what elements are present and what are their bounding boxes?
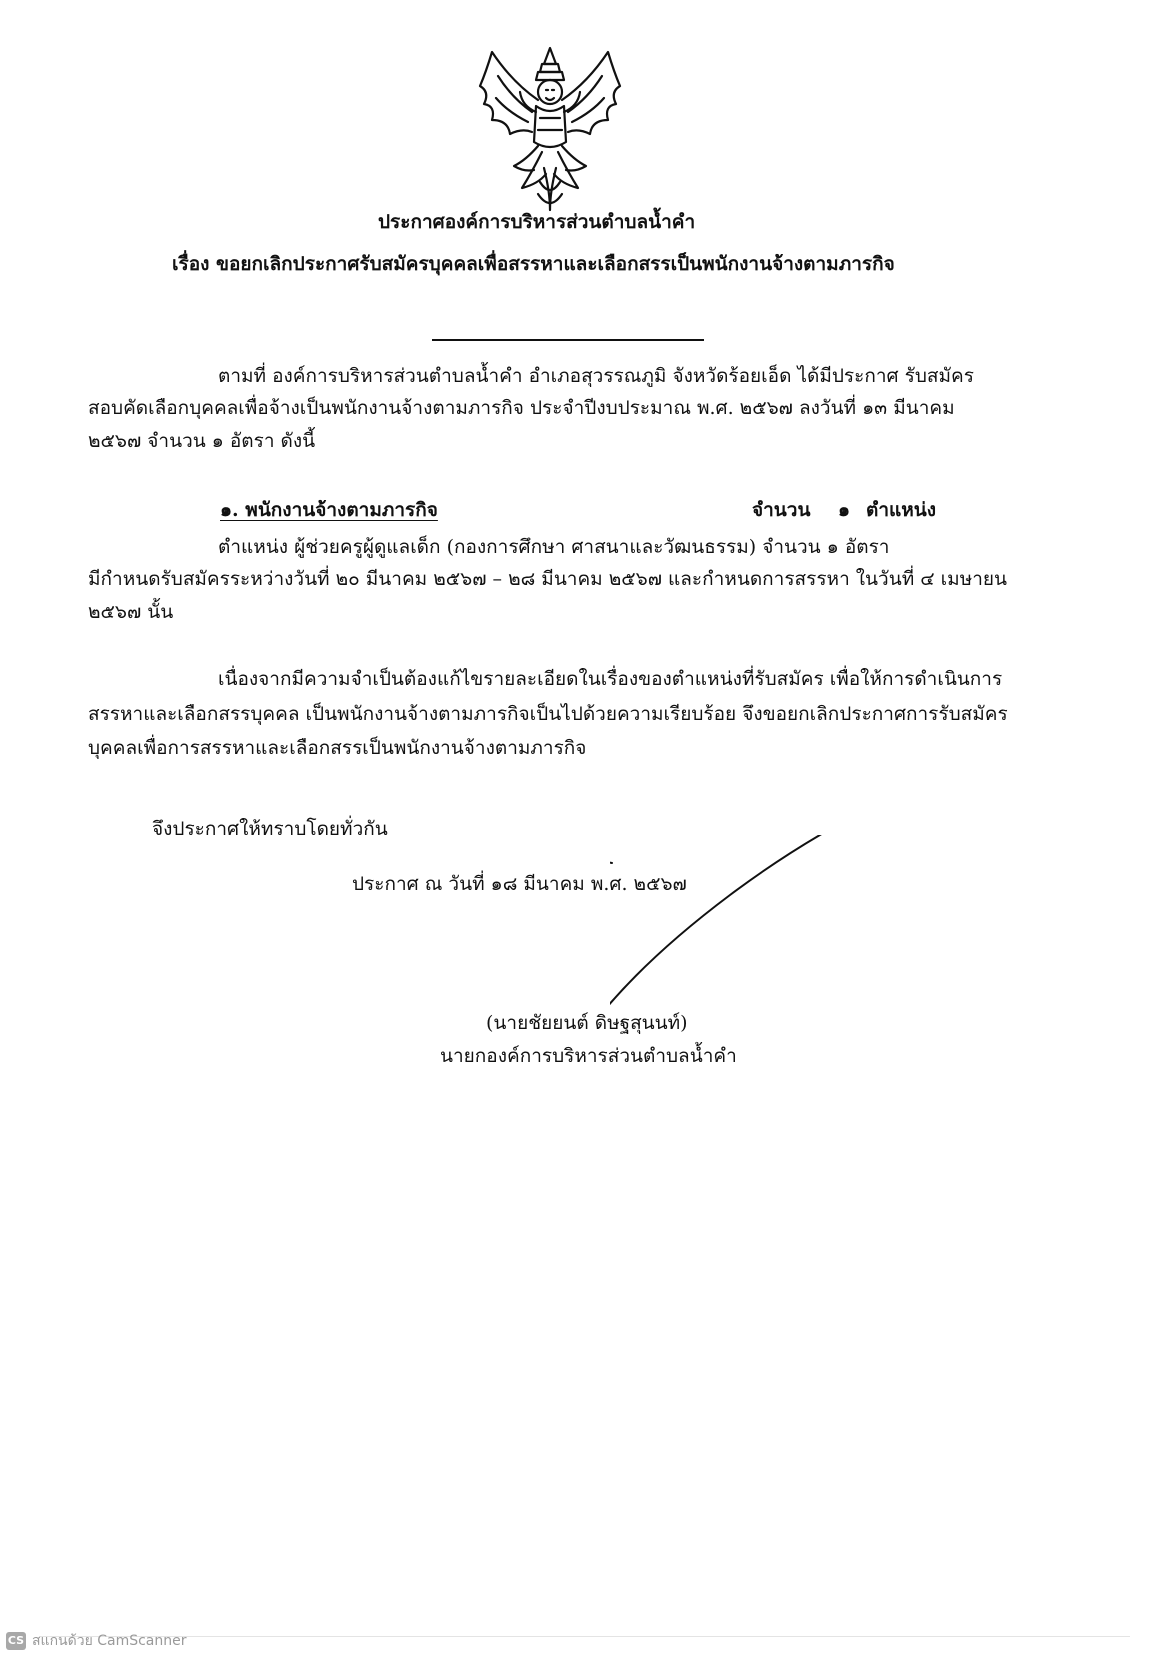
section-count-unit: ตำแหน่ง (866, 499, 937, 521)
closing-statement: จึงประกาศให้ทราบโดยทั่วกัน (152, 818, 388, 840)
section-count-label: จำนวน (752, 499, 811, 521)
section-count-value: ๑ (838, 499, 851, 521)
section-heading: ๑. พนักงานจ้างตามภารกิจ (220, 499, 438, 521)
paragraph-1-line-3: ๒๕๖๗ จำนวน ๑ อัตรา ดังนี้ (88, 430, 316, 452)
paragraph-2-line-2: สรรหาและเลือกสรรบุคคล เป็นพนักงานจ้างตามภารกิจเป็นไปด้วยความเรียบร้อย จึงขอยกเลิกประกาศการรับสมัคร (88, 703, 1008, 725)
paragraph-1-line-2: สอบคัดเลือกบุคคลเพื่อจ้างเป็นพนักงานจ้างตามภารกิจ ประจำปีงบประมาณ พ.ศ. ๒๕๖๗ ลงวันที่ ๑๓ มีนาคม (88, 397, 955, 419)
paragraph-2-line-1: เนื่องจากมีความจำเป็นต้องแก้ไขรายละเอียดในเรื่องของตำแหน่งที่รับสมัคร เพื่อให้การดำเนินการ (218, 668, 1003, 690)
announcement-date: ประกาศ ณ วันที่ ๑๘ มีนาคม พ.ศ. ๒๕๖๗ (352, 873, 687, 895)
scan-edge-line (40, 1636, 1130, 1637)
camscanner-footer (6, 1630, 187, 1652)
schedule-line-2: ๒๕๖๗ นั้น (88, 601, 174, 623)
signatory-title: นายกองค์การบริหารส่วนตำบลน้ำคำ (440, 1045, 737, 1067)
garuda-emblem-icon (462, 42, 638, 218)
signatory-name: (นายชัยยนต์ ดิษฐสุนนท์) (486, 1012, 688, 1034)
header-divider (432, 339, 704, 341)
announcement-subject: เรื่อง ขอยกเลิกประกาศรับสมัครบุคคลเพื่อสรรหาและเลือกสรรเป็นพนักงานจ้างตามภารกิจ (172, 253, 895, 275)
announcement-title: ประกาศองค์การบริหารส่วนตำบลน้ำคำ (378, 211, 696, 233)
paragraph-1-line-1: ตามที่ องค์การบริหารส่วนตำบลน้ำคำ อำเภอสุวรรณภูมิ จังหวัดร้อยเอ็ด ได้มีประกาศ รับสมัคร (218, 365, 974, 387)
camscanner-logo-icon: CS (6, 1632, 26, 1650)
paragraph-2-line-3: บุคคลเพื่อการสรรหาและเลือกสรรเป็นพนักงานจ้างตามภารกิจ (88, 737, 587, 759)
position-line: ตำแหน่ง ผู้ช่วยครูผู้ดูแลเด็ก (กองการศึกษา ศาสนาและวัฒนธรรม) จำนวน ๑ อัตรา (218, 536, 890, 558)
schedule-line-1: มีกำหนดรับสมัครระหว่างวันที่ ๒๐ มีนาคม ๒๕๖๗ – ๒๘ มีนาคม ๒๕๖๗ และกำหนดการสรรหา ในวันที่ ๔ เมษายน (88, 568, 1008, 590)
camscanner-text: สแกนด้วย CamScanner (32, 1633, 187, 1649)
